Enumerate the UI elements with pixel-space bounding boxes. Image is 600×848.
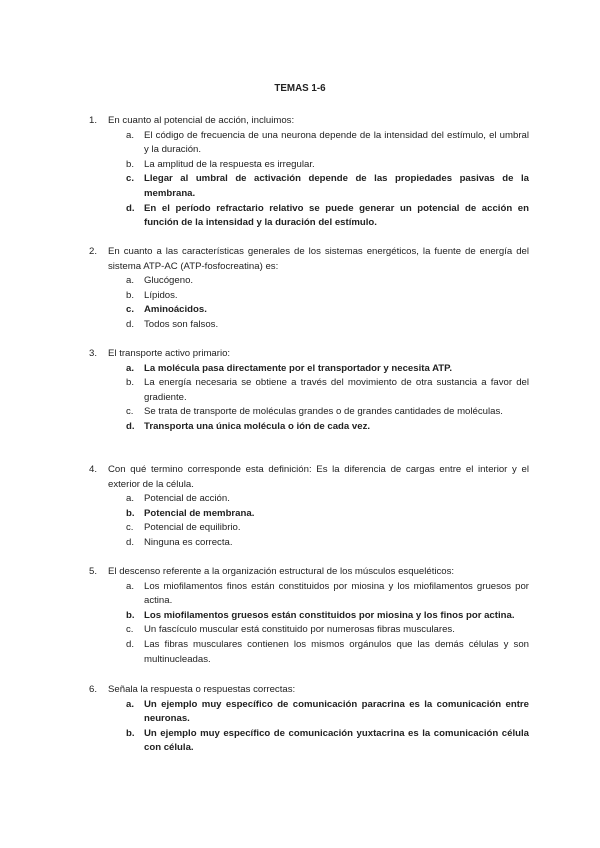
answer-options [89,129,529,231]
answer-option [89,405,529,420]
question-number: 4. [89,464,98,475]
option-text: El código de frecuencia de una neurona depende de la intensidad del estímulo, el umbral y la duración. [144,129,529,156]
answer-option [89,158,529,173]
option-letter: b. [126,507,135,519]
answer-option [89,609,529,624]
option-letter: d. [126,318,135,330]
option-letter: a. [126,362,135,374]
option-text: Un fascículo muscular está constituido por numerosas fibras musculares. [144,624,455,636]
option-letter: a. [126,698,135,710]
option-letter: a. [126,129,135,141]
question-2 [89,245,529,333]
option-text: La amplitud de la respuesta es irregular. [144,158,315,170]
question-number: 3. [89,348,98,359]
option-letter: a. [126,275,135,287]
answer-option [89,638,529,667]
option-text: Los miofilamentos finos están constituidos por miosina y los miofilamentos gruesos por actina. [144,580,529,607]
option-text: En el período refractario relativo se puede generar un potencial de acción en función de la intensidad y la duración del estímulo. [144,202,529,229]
answer-option [89,129,529,158]
option-letter: b. [126,609,135,621]
option-text: Ninguna es correcta. [144,536,233,548]
answer-options [89,698,529,756]
option-letter: d. [126,420,135,432]
answer-option [89,362,529,377]
question-number: 6. [89,684,98,695]
answer-option [89,727,529,756]
option-letter: b. [126,727,135,739]
option-letter: b. [126,377,135,389]
question-text: El descenso referente a la organización estructural de los músculos esqueléticos: [108,566,455,577]
option-text: Los miofilamentos gruesos están constituidos por miosina y los finos por actina. [144,609,515,621]
answer-options [89,580,529,668]
answer-options [89,274,529,332]
question-stem [89,463,529,492]
question-text: El transporte activo primario: [108,348,231,359]
answer-options [89,362,529,435]
answer-option [89,521,529,536]
question-5 [89,565,529,667]
question-text: En cuanto al potencial de acción, incluimos: [108,115,295,126]
question-6 [89,683,529,756]
option-letter: d. [126,638,135,650]
question-number: 2. [89,246,98,257]
option-text: Llegar al umbral de activación depende de las propiedades pasivas de la membrana. [144,173,529,199]
answer-option [89,623,529,638]
option-letter: a. [126,493,135,505]
answer-option [89,376,529,405]
answer-option [89,318,529,333]
question-stem [89,245,529,274]
option-text: Aminoácidos. [144,304,207,316]
question-number: 5. [89,566,98,577]
option-text: La molécula pasa directamente por el transportador y necesita ATP. [144,362,452,374]
option-text: Glucógeno. [144,275,194,287]
question-4 [89,463,529,551]
option-letter: d. [126,202,135,214]
option-letter: b. [126,289,135,301]
answer-option [89,507,529,522]
question-text: En cuanto a las características generales de los sistemas energéticos, la fuente de energía del sistema ATP-AC (ATP-fosfocreatina) es: [108,246,529,272]
answer-option [89,536,529,551]
option-letter: c. [126,406,134,418]
option-letter: b. [126,158,135,170]
option-text: Un ejemplo muy específico de comunicación yuxtacrina es la comunicación célula con célula. [144,727,529,754]
answer-options [89,492,529,550]
option-text: Se trata de transporte de moléculas grandes o de grandes cantidades de moléculas. [144,406,503,418]
question-text: Con qué termino corresponde esta definición: Es la diferencia de cargas entre el interior y el exterior de la célula. [108,464,529,490]
answer-option [89,492,529,507]
option-text: Potencial de equilibrio. [144,522,241,534]
question-1 [89,114,529,231]
answer-option [89,172,529,201]
option-text: Un ejemplo muy específico de comunicación paracrina es la comunicación entre neuronas. [144,698,529,725]
question-stem [89,683,529,698]
answer-option [89,274,529,289]
option-text: Lípidos. [144,289,178,301]
question-number: 1. [89,115,98,126]
option-text: Potencial de acción. [144,493,230,505]
question-stem [89,114,529,129]
question-text: Señala la respuesta o respuestas correctas: [108,684,296,695]
answer-option [89,580,529,609]
answer-option [89,202,529,231]
option-letter: d. [126,536,135,548]
option-text: Transporta una única molécula o ión de cada vez. [144,420,371,432]
option-text: Potencial de membrana. [144,507,255,519]
option-letter: c. [126,522,134,534]
option-text: Las fibras musculares contienen los mismos orgánulos que las demás células y son multinucleadas. [144,638,529,665]
page-title: TEMAS 1-6 [274,83,326,94]
option-letter: c. [126,304,135,316]
option-text: Todos son falsos. [144,318,219,330]
answer-option [89,303,529,318]
question-stem [89,565,529,580]
question-stem [89,347,529,362]
question-3 [89,347,529,435]
answer-option [89,420,529,435]
answer-option [89,698,529,727]
option-letter: a. [126,580,135,592]
option-letter: c. [126,624,134,636]
option-text: La energía necesaria se obtiene a través del movimiento de otra sustancia a favor del gradiente. [144,377,529,403]
answer-option [89,289,529,304]
option-letter: c. [126,173,135,185]
